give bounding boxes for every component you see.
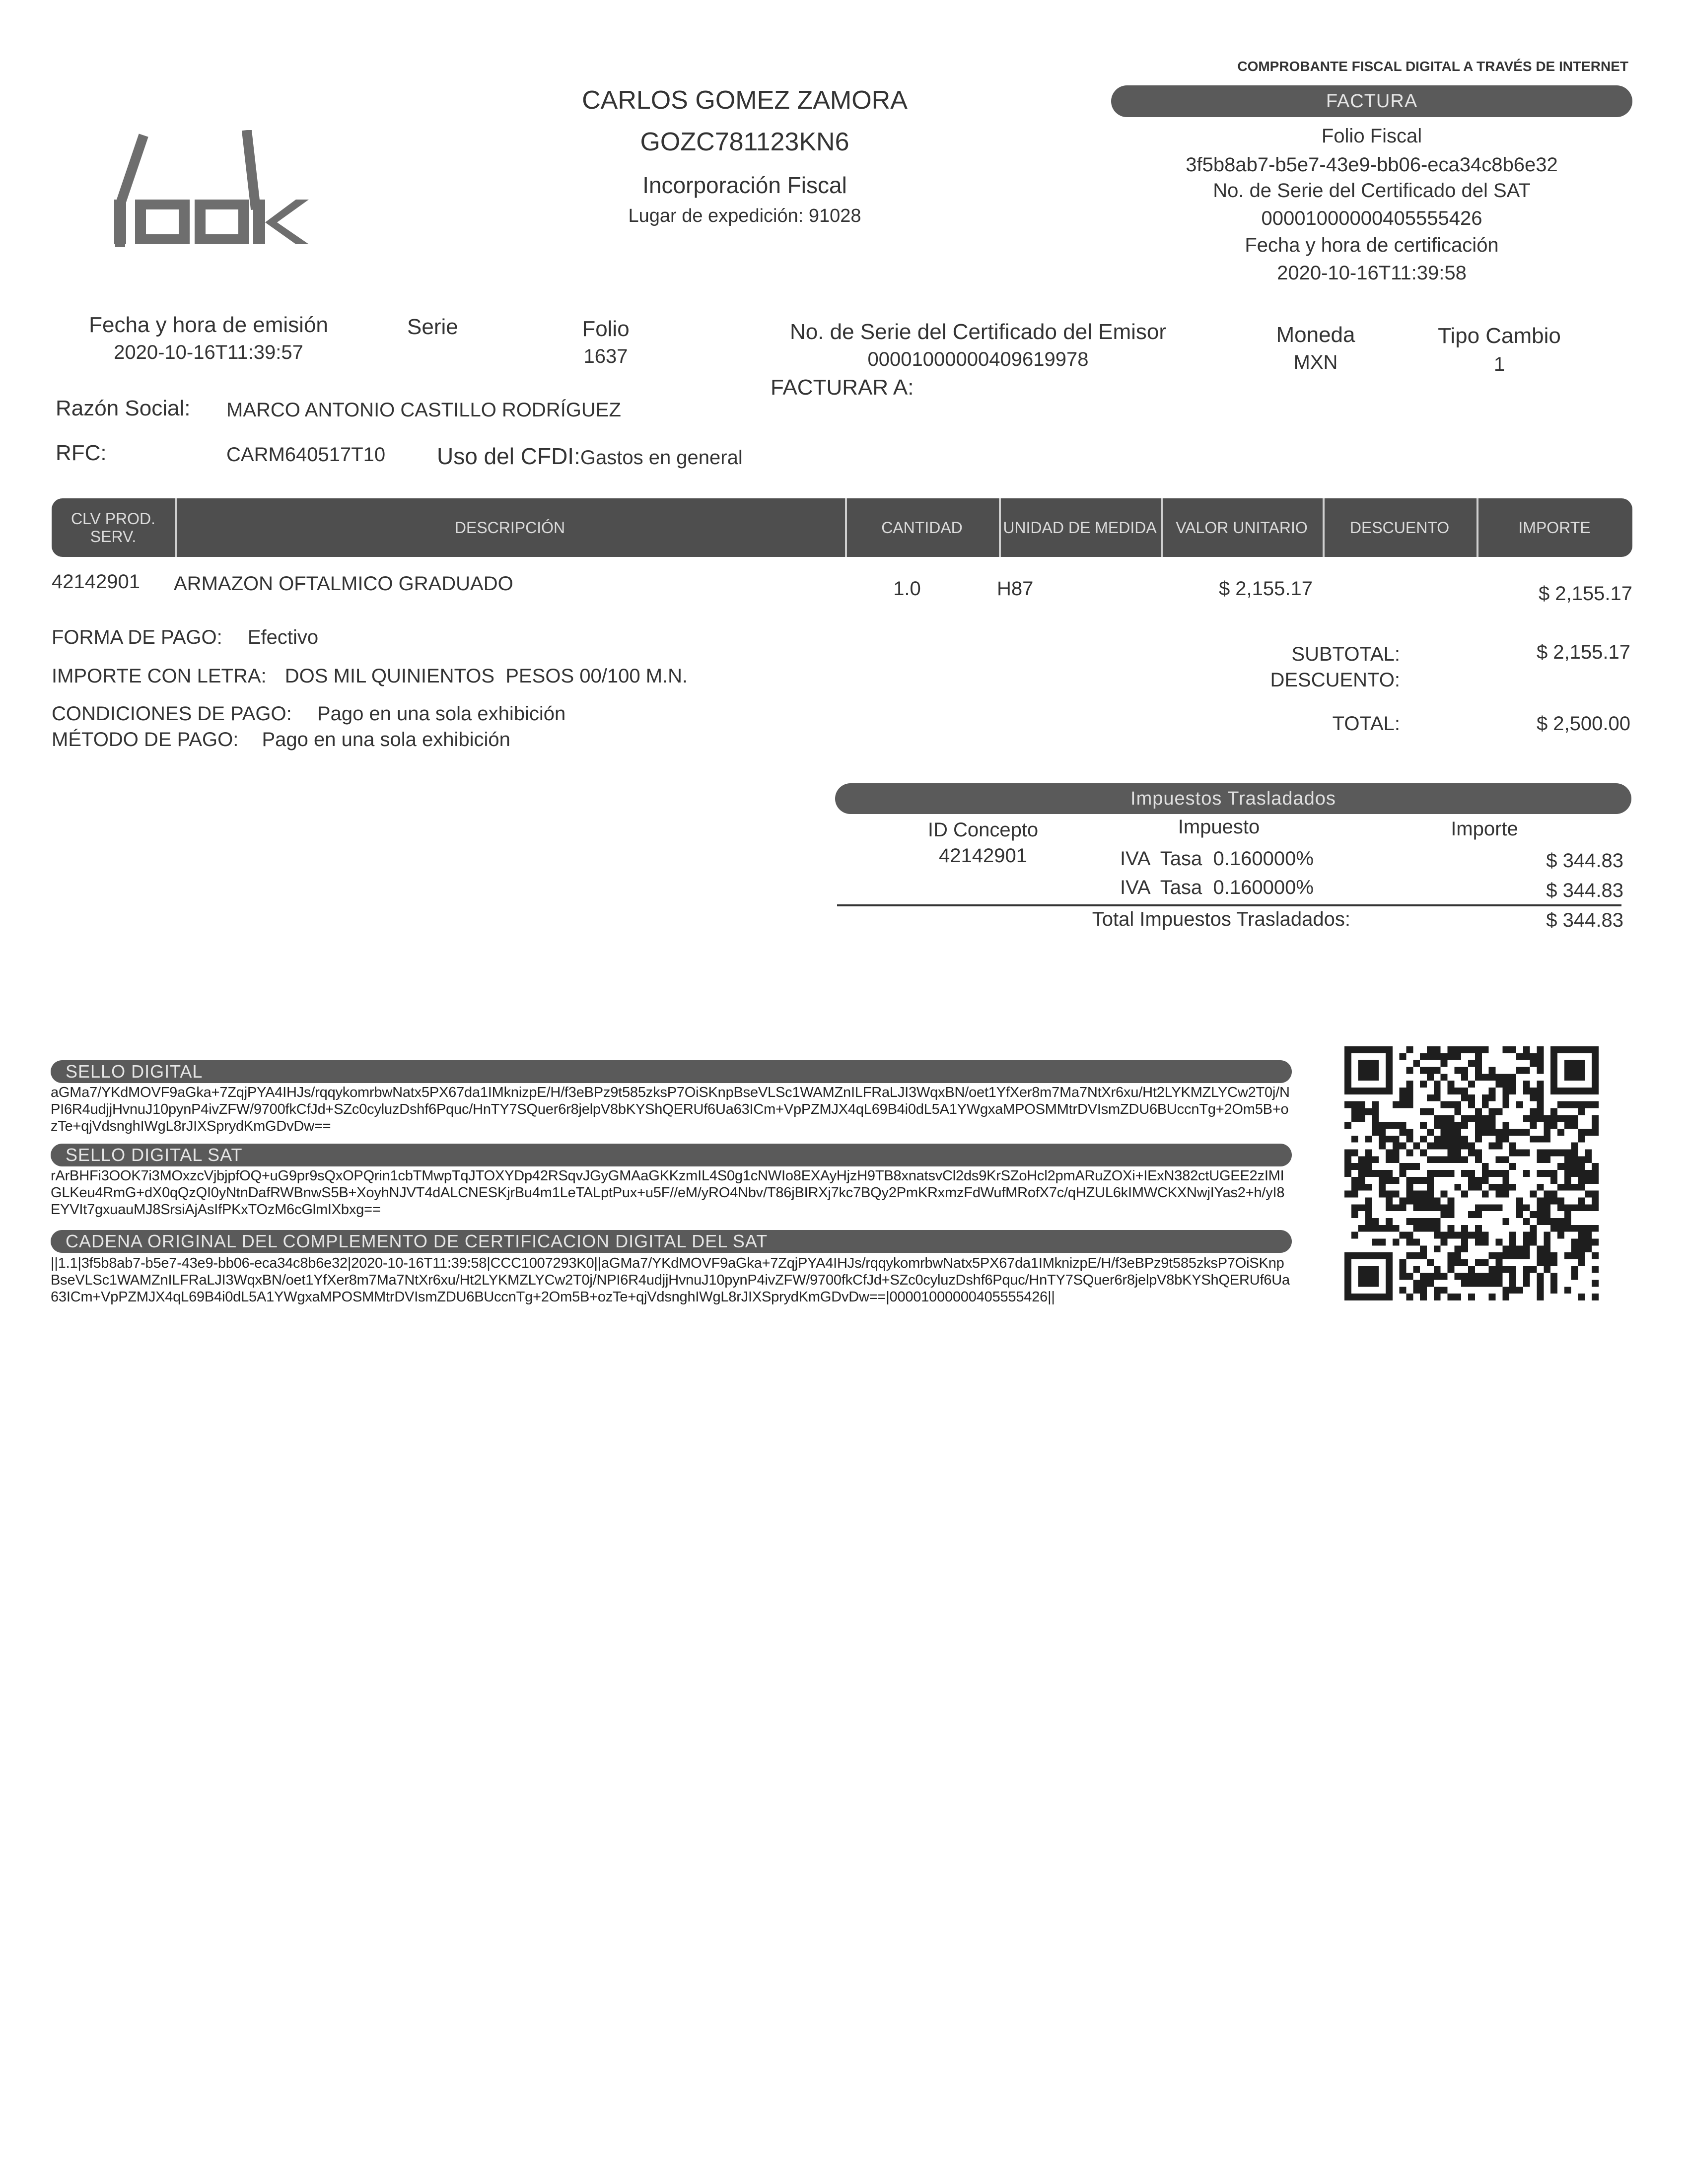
cert-date-label: Fecha y hora de certificación [1245, 234, 1499, 256]
discount-label: DESCUENTO: [1270, 669, 1400, 691]
col-description: DESCRIPCIÓN [175, 498, 847, 557]
payment-conditions-value: Pago en una sola exhibición [317, 703, 566, 725]
items-table-header [52, 498, 1632, 557]
taxes-total-label: Total Impuestos Trasladados: [1092, 908, 1350, 930]
total-value: $ 2,500.00 [1536, 713, 1630, 735]
tax-concept-id: 42142901 [939, 845, 1027, 867]
payment-conditions [52, 703, 565, 725]
taxes-title: Impuestos Trasladados [1130, 788, 1336, 809]
item-quantity: 1.0 [893, 578, 921, 600]
subtotal-label: SUBTOTAL: [1291, 643, 1400, 665]
sat-cert-label: No. de Serie del Certificado del SAT [1213, 180, 1531, 202]
serie-label: Serie [407, 315, 458, 339]
tax-line-1: IVA Tasa 0.160000% [1120, 848, 1314, 870]
tax-line-1-amount: $ 344.83 [1546, 850, 1623, 872]
taxes-total-value: $ 344.83 [1546, 909, 1623, 931]
currency-value: MXN [1293, 351, 1338, 373]
qr-code [1344, 1046, 1599, 1300]
sat-seal-bar [51, 1144, 1292, 1166]
folio-value: 1637 [583, 345, 628, 367]
payment-conditions-label: CONDICIONES DE PAGO: [52, 703, 292, 725]
sat-cert-number: 00001000000405555426 [1261, 207, 1482, 229]
tax-line-2: IVA Tasa 0.160000% [1120, 877, 1314, 898]
col-amount: IMPORTE [1518, 519, 1591, 537]
cert-date: 2020-10-16T11:39:58 [1277, 262, 1467, 284]
payment-method-value: Pago en una sola exhibición [262, 729, 510, 751]
tax-regime: Incorporación Fiscal [642, 172, 847, 198]
taxes-divider [837, 904, 1621, 906]
original-chain-text: ||1.1|3f5b8ab7-b5e7-43e9-bb06-eca34c8b6e32|2020-10-16T11:39:58|CCC1007293K0||aGMa7/YKdMOVF9aGka+7ZqjPYA4IHJs/rqqykomrbwNatx5PX67da1IMknizpE/H/f3eBPz9t585zksP7OiSKnpBseVLSc1WAMZnILFRaLJI3WqxBN/oet1YfXer8m7Ma7NtXr6xu/Ht2LYKMZLYCw2T0j/NPI6R4udjjHvnuJ10pynP4ivZFW/9700fkCfJd+SZc0cyluzDshf6Pquc/HnTY7SQuer6r8jelpV8bKYShQERUf6Ua63ICm+VpPZMJX4qL69B4i0dL5A1YWgxaMPOSMMtrDVIsmZDU6BUccnTg+2Om5B+ozTe+qjVdsnghIWgL8rJIXSprydKmGDvDw==|00001000000405555426|| [51, 1255, 1290, 1305]
folio-fiscal: 3f5b8ab7-b5e7-43e9-bb06-eca34c8b6e32 [1186, 154, 1558, 176]
emission-date-label: Fecha y hora de emisión [89, 313, 328, 337]
emission-date: 2020-10-16T11:39:57 [114, 341, 303, 363]
digital-seal-text: aGMa7/YKdMOVF9aGka+7ZqjPYA4IHJs/rqqykomrbwNatx5PX67da1IMknizpE/H/f3eBPz9t585zksP7OiSKnpBseVLSc1WAMZnILFRaLJI3WqxBN/oet1YfXer8m7Ma7NtXr6xu/Ht2LYKMZLYCw2T0j/NPI6R4udjjHvnuJ10pynP4ivZFW/9700fkCfJd+SZc0cyluzDshf6Pquc/HnTY7SQuer6r8jelpV8bKYShQERUf6Ua63ICm+VpPZMJX4qL69B4i0dL5A1YWgxaMPOSMMtrDVIsmZDU6BUccnTg+2Om5B+ozTe+qjVdsnghIWgL8rJIXSprydKmGDvDw== [51, 1085, 1290, 1134]
total-label: TOTAL: [1332, 713, 1400, 735]
sat-seal-text: rArBHFi3OOK7i3MOxzcVjbjpfOQ+uG9pr9sQxOPQrin1cbTMwpTqJTOXYDp42RSqvJGyGMAaGKKzmIL4S0g1cNWIo8EXAyHjzH9TB8xnatsvCl2ds9KrSZoHcl2pmARuZOXi+IExN382ctUGEE2zIMIGLKeu4RmG+dX0qQzQI0yNtnDafRWBnwS5B+XoyhNJVT4dALCNESKjrBu4m1LeTALptPux+u5F//eM/yRO4Nbv/T86jBIRXj7kc7BQy2PmKRxmzFdWufMRofX7c/qHZUL6kIMWCKXNwjIYas2+h/yI8EYVIt7gxuauMJ8SrsiAjAsIfPKxTOzM6cGlmIXbxg== [51, 1168, 1285, 1218]
issuer-name: CARLOS GOMEZ ZAMORA [582, 86, 908, 115]
item-amount: $ 2,155.17 [1538, 583, 1632, 605]
exchange-rate-label: Tipo Cambio [1438, 324, 1561, 348]
bill-to-label: FACTURAR A: [771, 375, 914, 400]
col-product-code: CLV PROD. SERV. [52, 498, 177, 557]
issuer-cert-label: No. de Serie del Certificado del Emisor [789, 320, 1167, 344]
digital-seal-title: SELLO DIGITAL [66, 1061, 203, 1082]
taxes-tax-label: Impuesto [1178, 816, 1260, 838]
sat-seal-title: SELLO DIGITAL SAT [66, 1145, 243, 1165]
taxes-id-label: ID Concepto [927, 819, 1039, 841]
issuer-rfc: GOZC781123KN6 [640, 128, 849, 156]
subtotal-value: $ 2,155.17 [1536, 641, 1630, 663]
payment-method-label: MÉTODO DE PAGO: [52, 729, 239, 751]
original-chain-bar [51, 1230, 1292, 1253]
item-description: ARMAZON OFTALMICO GRADUADO [174, 573, 513, 595]
cfdi-use [437, 443, 743, 470]
currency-label: Moneda [1276, 323, 1355, 347]
taxes-title-bar [835, 783, 1631, 814]
issuer-cert-number: 00001000000409619978 [867, 348, 1089, 370]
original-chain-title: CADENA ORIGINAL DEL COMPLEMENTO DE CERTIFICACION DIGITAL DEL SAT [66, 1231, 768, 1251]
col-quantity: CANTIDAD [845, 498, 1001, 557]
cfdi-use-label: Uso del CFDI: [437, 443, 580, 469]
item-unit-price: $ 2,155.17 [1218, 578, 1313, 600]
folio-label: Folio [582, 317, 630, 341]
amount-in-words [52, 665, 688, 687]
col-unit: UNIDAD DE MEDIDA [999, 498, 1163, 557]
place-of-issue: Lugar de expedición: 91028 [628, 205, 861, 226]
item-unit: H87 [997, 578, 1034, 600]
amount-in-words-value: DOS MIL QUINIENTOS PESOS 00/100 M.N. [284, 665, 688, 687]
company-logo [113, 130, 337, 249]
taxes-amount-label: Importe [1451, 818, 1518, 840]
payment-form [52, 626, 318, 649]
cfdi-caption: COMPROBANTE FISCAL DIGITAL A TRAVÉS DE INTERNET [1237, 59, 1628, 74]
table-row [52, 571, 1632, 606]
invoice-type: FACTURA [1326, 90, 1418, 112]
invoice-type-bar [1111, 85, 1632, 117]
payment-form-value: Efectivo [247, 626, 319, 648]
col-unit-price: VALOR UNITARIO [1161, 498, 1325, 557]
exchange-rate-value: 1 [1493, 353, 1505, 375]
item-code: 42142901 [52, 571, 140, 593]
cfdi-use-value: Gastos en general [580, 447, 743, 469]
col-discount: DESCUENTO [1323, 498, 1478, 557]
payment-form-label: FORMA DE PAGO: [52, 626, 222, 648]
digital-seal-bar [51, 1060, 1292, 1083]
client-rfc-label: RFC: [56, 441, 107, 465]
amount-in-words-label: IMPORTE CON LETRA: [52, 665, 267, 687]
tax-line-2-amount: $ 344.83 [1546, 880, 1623, 901]
client-rfc: CARM640517T10 [226, 444, 386, 466]
client-name-label: Razón Social: [56, 396, 191, 420]
payment-method [52, 729, 510, 751]
folio-fiscal-label: Folio Fiscal [1321, 125, 1422, 147]
client-name: MARCO ANTONIO CASTILLO RODRÍGUEZ [226, 399, 621, 421]
